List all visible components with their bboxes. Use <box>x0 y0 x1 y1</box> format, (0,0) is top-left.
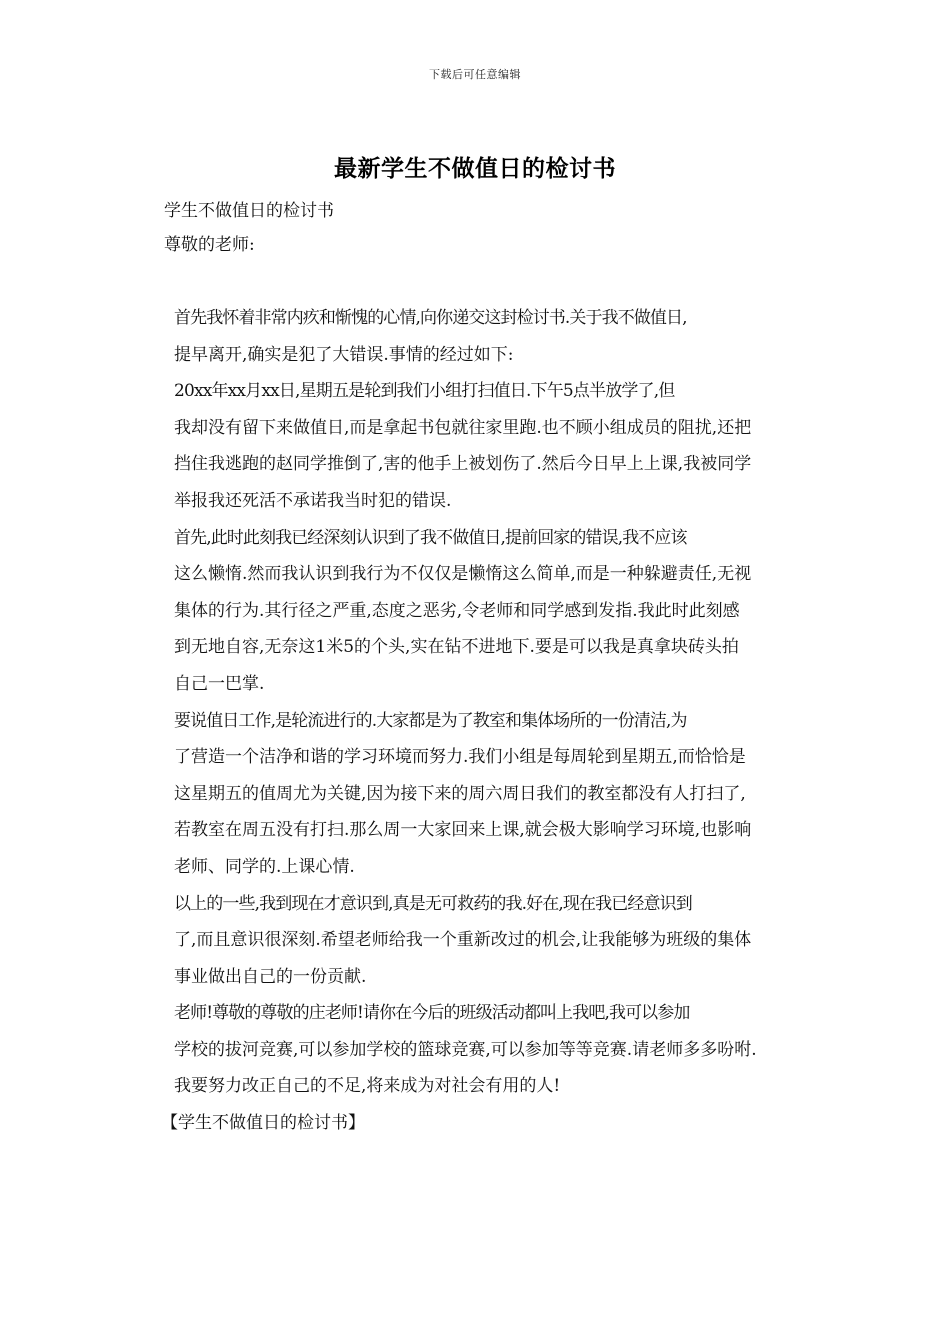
paragraph-line: 挡住我逃跑的赵同学推倒了,害的他手上被划伤了.然后今日早上上课,我被同学 <box>174 454 752 475</box>
paragraph-line: 到无地自容,无奈这1米5的个头,实在钻不进地下.要是可以我是真拿块砖头拍 <box>174 637 739 658</box>
paragraph <box>145 995 809 1105</box>
closing-title: 【学生不做值日的检讨书】 <box>161 1113 365 1134</box>
header-note: 下载后可任意编辑 <box>429 68 521 81</box>
document-subtitle: 学生不做值日的检讨书 <box>164 201 334 221</box>
paragraph-line: 了营造一个洁净和谐的学习环境而努力.我们小组是每周轮到星期五,而恰恰是 <box>174 747 746 768</box>
paragraph <box>145 520 809 703</box>
paragraph-line: 这星期五的值周尤为关键,因为接下来的周六周日我们的教室都没有人打扫了, <box>174 783 746 804</box>
paragraph-line: 首先,此时此刻我已经深刻认识到了我不做值日,提前回家的错误,我不应该 <box>174 527 687 548</box>
paragraph-line: 首先我怀着非常内疚和惭愧的心情,向你递交这封检讨书.关于我不做值日, <box>174 308 687 328</box>
paragraph-line: 学校的拔河竞赛,可以参加学校的篮球竞赛,可以参加等等竞赛.请老师多多吩咐. <box>174 1039 757 1060</box>
paragraph-line: 我要努力改正自己的不足,将来成为对社会有用的人! <box>174 1076 561 1097</box>
paragraph-line: 这么懒惰.然而我认识到我行为不仅仅是懒惰这么简单,而是一种躲避责任,无视 <box>174 564 752 585</box>
paragraph-line: 要说值日工作,是轮流进行的.大家都是为了教室和集体场所的一份清洁,为 <box>174 710 687 731</box>
paragraph-line: 集体的行为.其行径之严重,态度之恶劣,令老师和同学感到发指.我此时此刻感 <box>174 600 740 621</box>
paragraph-line: 提早离开,确实是犯了大错误.事情的经过如下: <box>174 344 514 365</box>
paragraph <box>145 373 809 519</box>
paragraph-line: 老师、同学的.上课心情. <box>174 856 355 877</box>
paragraph-line: 了,而且意识很深刻.希望老师给我一个重新改过的机会,让我能够为班级的集体 <box>174 930 752 951</box>
paragraph-line: 我却没有留下来做值日,而是拿起书包就往家里跑.也不顾小组成员的阻扰,还把 <box>174 417 752 438</box>
paragraph-line: 20xx年xx月xx日,星期五是轮到我们小组打扫值日.下午5点半放学了,但 <box>174 381 675 402</box>
paragraph-line: 老师!尊敬的尊敬的庄老师!请你在今后的班级活动都叫上我吧,我可以参加 <box>174 1003 690 1024</box>
paragraph <box>145 886 809 996</box>
salutation: 尊敬的老师: <box>164 235 255 255</box>
paragraph-line: 以上的一些,我到现在才意识到,真是无可救药的我.好在,现在我已经意识到 <box>174 893 692 914</box>
document-title: 最新学生不做值日的检讨书 <box>334 155 616 182</box>
paragraph <box>145 703 809 886</box>
letter-body <box>145 300 809 1142</box>
paragraph-line: 事业做出自己的一份贡献. <box>174 966 367 987</box>
paragraph-line: 举报我还死活不承诺我当时犯的错误. <box>174 490 452 511</box>
paragraph-line: 自己一巴掌. <box>174 673 265 694</box>
paragraph-line: 若教室在周五没有打扫.那么周一大家回来上课,就会极大影响学习环境,也影响 <box>174 820 752 841</box>
paragraph <box>145 300 809 373</box>
